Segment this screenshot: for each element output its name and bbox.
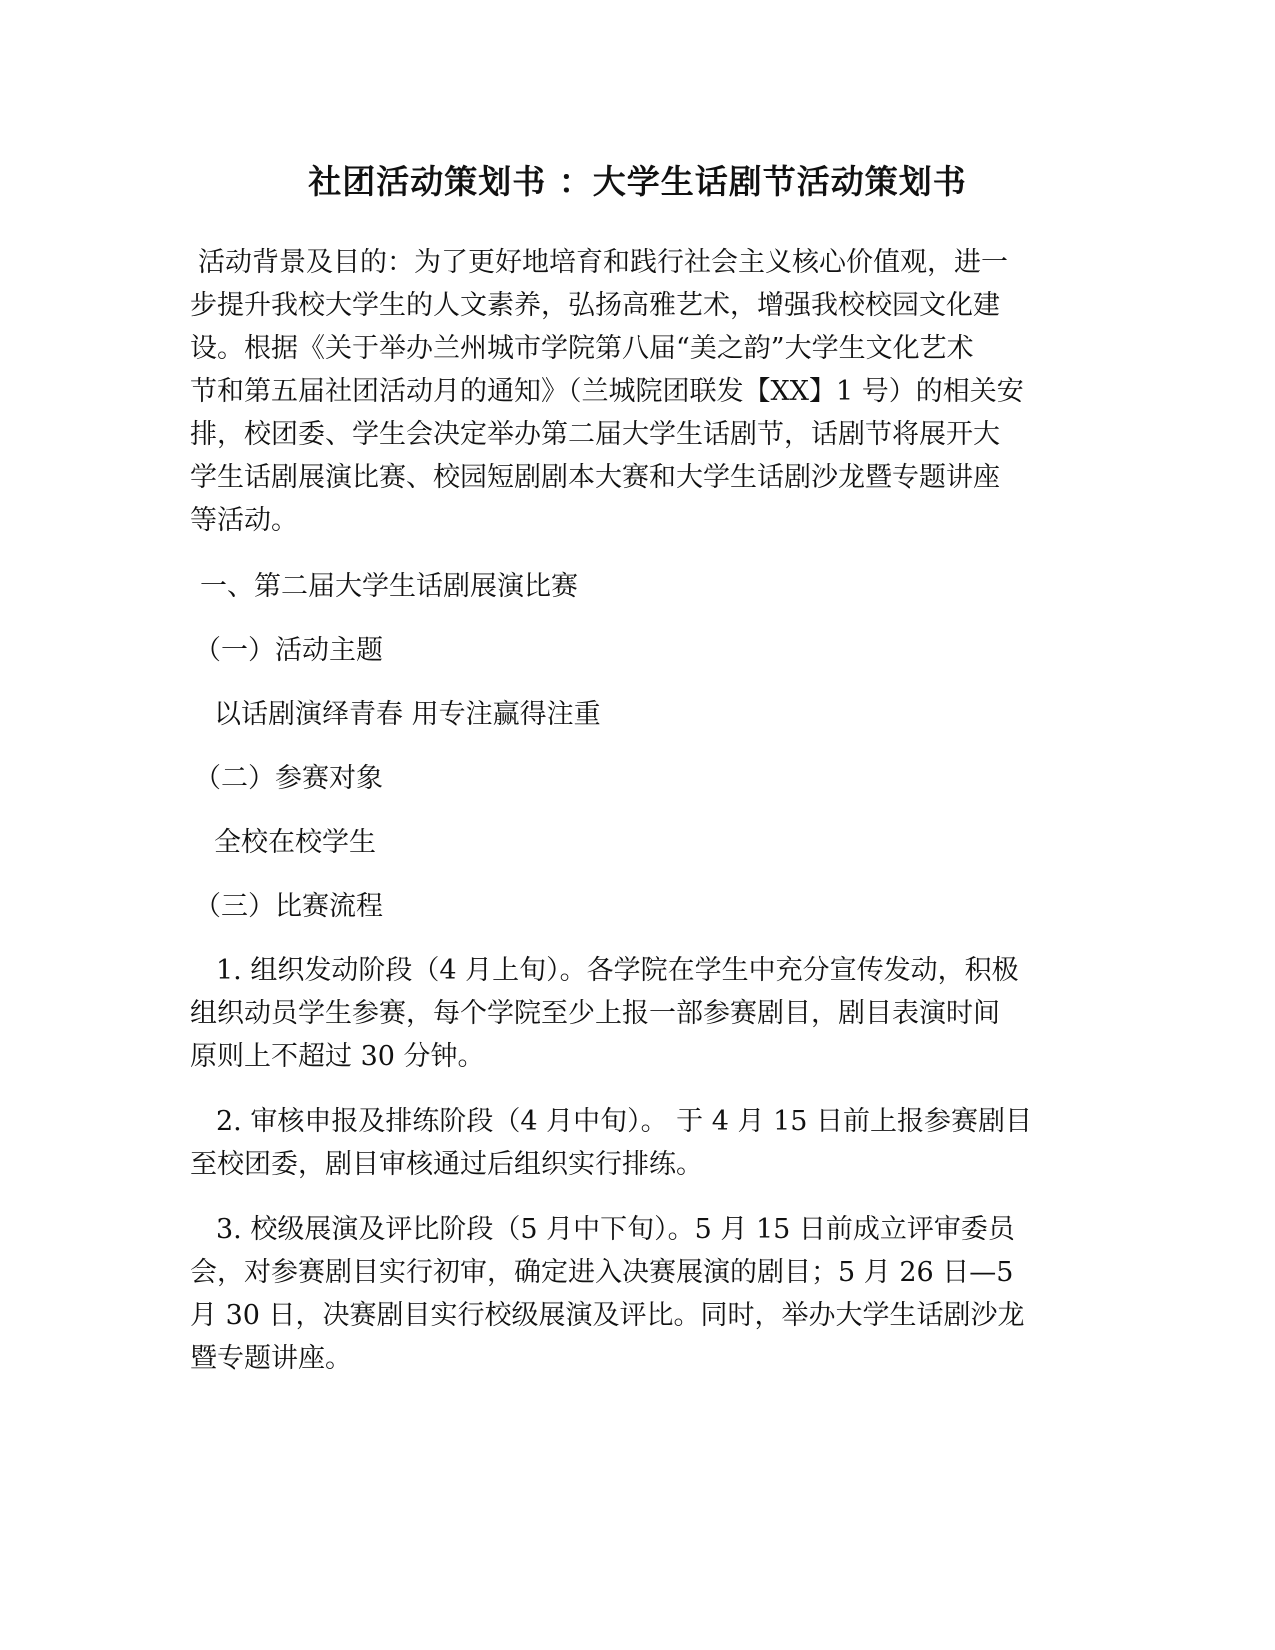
intro-line: 活动背景及目的：为了更好地培育和践行社会主义核心价值观，进一 (198, 247, 1008, 278)
step-line: 组织动员学生参赛，每个学院至少上报一部参赛剧目，剧目表演时间 (190, 998, 1000, 1029)
step-line: 2. 审核申报及排练阶段（4 月中旬）。 于 4 月 15 日前上报参赛剧目 (216, 1106, 1033, 1137)
step-line: 月 30 日，决赛剧目实行校级展演及评比。同时，举办大学生话剧沙龙 (190, 1300, 1025, 1331)
intro-paragraph (190, 241, 1090, 542)
step-line: 暨专题讲座。 (190, 1343, 352, 1374)
subsection-heading-flow: （三）比赛流程 (194, 891, 383, 922)
section-heading-1: 一、第二届大学生话剧展演比赛 (200, 571, 578, 602)
step-line: 原则上不超过 30 分钟。 (190, 1041, 485, 1072)
intro-line: 节和第五届社团活动月的通知》（兰城院团联发【XX】1 号）的相关安 (190, 376, 1024, 407)
intro-line: 等活动。 (190, 505, 298, 536)
flow-step-3 (190, 1208, 1090, 1380)
step-line: 3. 校级展演及评比阶段（5 月中下旬）。5 月 15 日前成立评审委员 (216, 1214, 1015, 1245)
subsection-heading-theme: （一）活动主题 (194, 635, 383, 666)
theme-text: 以话剧演绎青春 用专注赢得注重 (214, 699, 601, 730)
target-text: 全校在校学生 (214, 827, 376, 858)
subsection-heading-target: （二）参赛对象 (194, 763, 383, 794)
step-line: 会，对参赛剧目实行初审，确定进入决赛展演的剧目；5 月 26 日—5 (190, 1257, 1014, 1288)
step-line: 1. 组织发动阶段（4 月上旬）。各学院在学生中充分宣传发动，积极 (216, 955, 1019, 986)
document-title: 社团活动策划书 ：大学生话剧节活动策划书 (308, 162, 967, 201)
intro-line: 排，校团委、学生会决定举办第二届大学生话剧节，话剧节将展开大 (190, 419, 1000, 450)
intro-line: 学生话剧展演比赛、校园短剧剧本大赛和大学生话剧沙龙暨专题讲座 (190, 462, 1000, 493)
flow-step-1 (190, 949, 1090, 1078)
flow-step-2 (190, 1100, 1090, 1186)
step-line: 至校团委，剧目审核通过后组织实行排练。 (190, 1149, 703, 1180)
intro-line: 设。根据《关于举办兰州城市学院第八届“美之韵”大学生文化艺术 (190, 333, 974, 364)
intro-line: 步提升我校大学生的人文素养，弘扬高雅艺术，增强我校校园文化建 (190, 290, 1000, 321)
